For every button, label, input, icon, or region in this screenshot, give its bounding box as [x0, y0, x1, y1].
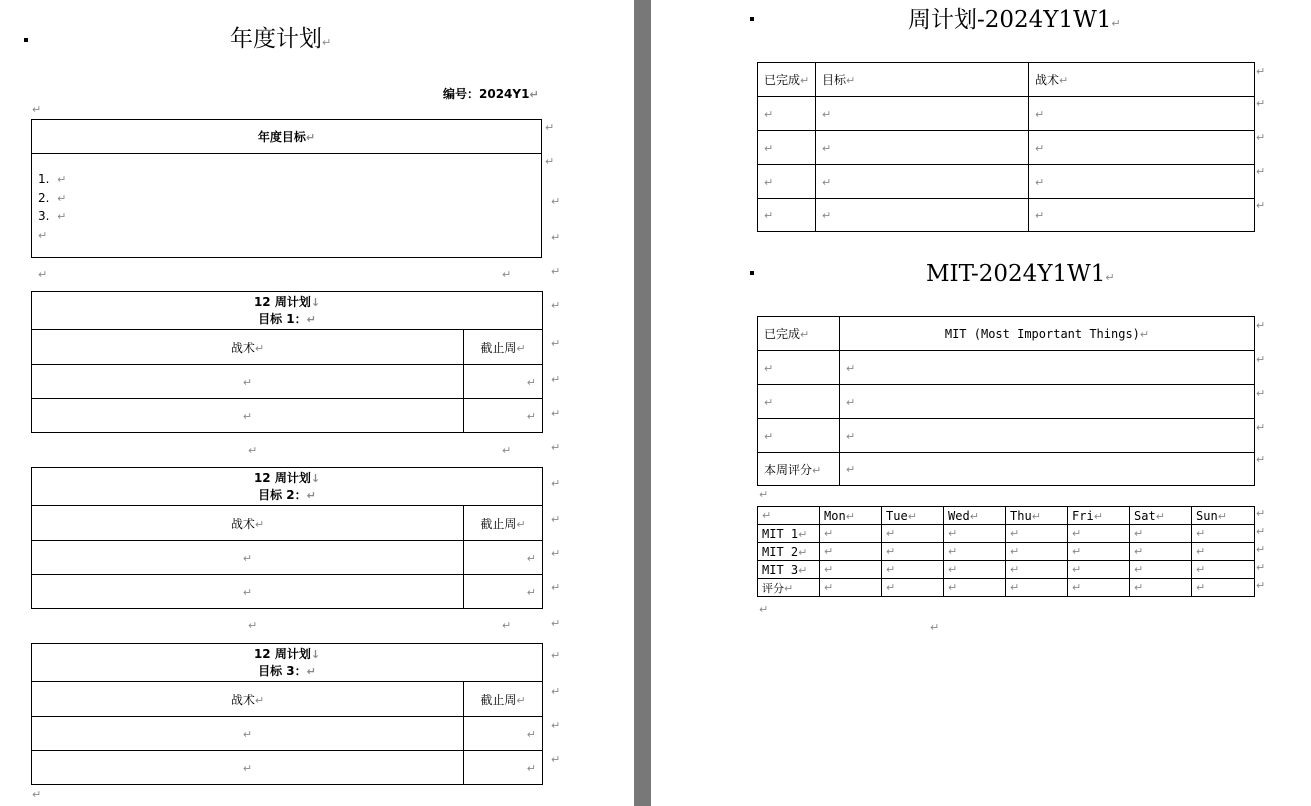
day-cell[interactable]: ↵ — [1006, 525, 1068, 543]
paragraph-mark: ↵ — [32, 103, 42, 116]
tactic-column-header[interactable]: 战术↵ — [1029, 63, 1255, 97]
goal-item-empty[interactable]: ↵ — [38, 228, 48, 242]
done-cell[interactable]: ↵ — [758, 419, 840, 453]
day-header[interactable]: Wed↵ — [944, 507, 1006, 525]
tactic-cell[interactable]: ↵ — [1029, 97, 1255, 131]
row-end-mark: ↵ — [1256, 453, 1266, 466]
row-end-mark: ↵ — [545, 121, 555, 134]
paragraph-mark: ↵ — [502, 619, 512, 632]
day-cell[interactable]: ↵ — [1006, 543, 1068, 561]
row-label[interactable]: 评分↵ — [758, 579, 820, 597]
tactic-cell[interactable]: ↵ — [32, 575, 464, 609]
row-end-mark: ↵ — [1256, 199, 1266, 212]
day-cell[interactable]: ↵ — [1006, 561, 1068, 579]
bullet-marker — [24, 38, 28, 42]
mit-cell[interactable]: ↵ — [840, 385, 1255, 419]
day-cell[interactable]: ↵ — [1192, 525, 1255, 543]
paragraph-mark: ↵ — [930, 621, 940, 634]
daily-mit-table — [757, 506, 1255, 597]
row-label[interactable]: MIT 2↵ — [758, 543, 820, 561]
goal-column-header[interactable]: 目标↵ — [816, 63, 1029, 97]
weekly-score-label[interactable]: 本周评分↵ — [758, 453, 840, 486]
day-cell[interactable]: ↵ — [944, 543, 1006, 561]
deadline-cell[interactable]: ↵ — [464, 399, 543, 433]
day-cell[interactable]: ↵ — [1192, 543, 1255, 561]
day-cell[interactable]: ↵ — [1130, 579, 1192, 597]
mit-cell[interactable]: ↵ — [840, 351, 1255, 385]
deadline-column-header[interactable]: 截止周↵ — [464, 330, 543, 365]
row-end-mark: ↵ — [551, 477, 561, 490]
done-column-header[interactable]: 已完成↵ — [758, 63, 816, 97]
day-cell[interactable]: ↵ — [1068, 579, 1130, 597]
row-end-mark: ↵ — [551, 719, 561, 732]
row-end-mark: ↵ — [1256, 131, 1266, 144]
day-cell[interactable]: ↵ — [1192, 579, 1255, 597]
twelve-week-plan-table-1 — [31, 291, 543, 433]
day-cell[interactable]: ↵ — [1006, 579, 1068, 597]
row-end-mark: ↵ — [551, 685, 561, 698]
tactic-cell[interactable]: ↵ — [32, 365, 464, 399]
row-end-mark: ↵ — [1256, 543, 1266, 556]
row-end-mark: ↵ — [551, 513, 561, 526]
row-end-mark: ↵ — [551, 617, 561, 630]
paragraph-mark: ↵ — [759, 488, 769, 501]
row-end-mark: ↵ — [1256, 353, 1266, 366]
bullet-marker — [750, 271, 754, 275]
paragraph-mark: ↵ — [759, 603, 769, 616]
day-cell[interactable]: ↵ — [882, 561, 944, 579]
day-cell[interactable]: ↵ — [1068, 543, 1130, 561]
tactic-cell[interactable]: ↵ — [32, 399, 464, 433]
day-cell[interactable]: ↵ — [820, 543, 882, 561]
deadline-cell[interactable]: ↵ — [464, 751, 543, 785]
day-cell[interactable]: ↵ — [1068, 561, 1130, 579]
tactic-column-header[interactable]: 战术↵ — [32, 682, 464, 717]
row-end-mark: ↵ — [551, 265, 561, 278]
plan-header[interactable]: 12 周计划↓ 目标 2：↵ — [32, 468, 543, 506]
day-cell[interactable]: ↵ — [820, 525, 882, 543]
row-end-mark: ↵ — [551, 581, 561, 594]
day-header[interactable]: Sun↵ — [1192, 507, 1255, 525]
annual-goals-body[interactable] — [32, 154, 542, 258]
row-end-mark: ↵ — [1256, 507, 1266, 520]
annual-goals-header[interactable]: 年度目标↵ — [32, 120, 542, 154]
paragraph-mark: ↵ — [248, 444, 258, 457]
day-header[interactable]: Sat↵ — [1130, 507, 1192, 525]
weekly-plan-table — [757, 62, 1255, 232]
day-cell[interactable]: ↵ — [1068, 525, 1130, 543]
annual-goals-table — [31, 119, 542, 258]
row-end-mark: ↵ — [1256, 387, 1266, 400]
row-end-mark: ↵ — [551, 753, 561, 766]
mit-table — [757, 316, 1255, 486]
weekly-plan-title[interactable]: 周计划-2024Y1W1↵ — [908, 7, 1121, 33]
row-end-mark: ↵ — [1256, 421, 1266, 434]
paragraph-mark: ↵ — [502, 268, 512, 281]
paragraph-mark: ↵ — [248, 619, 258, 632]
paragraph-mark: ↵ — [32, 788, 42, 801]
row-end-mark: ↵ — [551, 649, 561, 662]
deadline-cell[interactable]: ↵ — [464, 541, 543, 575]
done-cell[interactable]: ↵ — [758, 351, 840, 385]
deadline-column-header[interactable]: 截止周↵ — [464, 506, 543, 541]
day-cell[interactable]: ↵ — [882, 543, 944, 561]
done-cell[interactable]: ↵ — [758, 199, 816, 232]
done-cell[interactable]: ↵ — [758, 165, 816, 199]
goal-cell[interactable]: ↵ — [816, 131, 1029, 165]
day-cell[interactable]: ↵ — [1192, 561, 1255, 579]
deadline-column-header[interactable]: 截止周↵ — [464, 682, 543, 717]
paragraph-mark: ↵ — [502, 444, 512, 457]
mit-column-header[interactable]: MIT (Most Important Things)↵ — [840, 317, 1255, 351]
twelve-week-plan-table-3 — [31, 643, 543, 785]
tactic-cell[interactable]: ↵ — [1029, 199, 1255, 232]
day-header[interactable]: Mon↵ — [820, 507, 882, 525]
deadline-cell[interactable]: ↵ — [464, 717, 543, 751]
day-cell[interactable]: ↵ — [820, 561, 882, 579]
row-end-mark: ↵ — [1256, 319, 1266, 332]
row-end-mark: ↵ — [551, 231, 561, 244]
mit-cell[interactable]: ↵ — [840, 419, 1255, 453]
row-end-marks — [1256, 62, 1270, 602]
goal-item[interactable]: 2. ↵ — [38, 190, 67, 205]
done-cell[interactable]: ↵ — [758, 131, 816, 165]
tactic-cell[interactable]: ↵ — [32, 541, 464, 575]
tactic-cell[interactable]: ↵ — [32, 717, 464, 751]
tactic-cell[interactable]: ↵ — [1029, 165, 1255, 199]
row-end-mark: ↵ — [551, 373, 561, 386]
paragraph-mark: ↵ — [38, 268, 48, 281]
row-end-mark: ↵ — [545, 155, 555, 168]
row-end-mark: ↵ — [1256, 561, 1266, 574]
bullet-marker — [750, 17, 754, 21]
row-label[interactable]: MIT 3↵ — [758, 561, 820, 579]
page-gutter — [634, 0, 651, 806]
row-end-mark: ↵ — [1256, 165, 1266, 178]
tactic-column-header[interactable]: 战术↵ — [32, 330, 464, 365]
tactic-cell[interactable]: ↵ — [1029, 131, 1255, 165]
done-cell[interactable]: ↵ — [758, 97, 816, 131]
day-cell[interactable]: ↵ — [944, 561, 1006, 579]
row-end-mark: ↵ — [1256, 97, 1266, 110]
day-cell[interactable]: ↵ — [820, 579, 882, 597]
day-cell[interactable]: ↵ — [944, 579, 1006, 597]
day-header[interactable]: Tue↵ — [882, 507, 944, 525]
day-cell[interactable]: ↵ — [1130, 543, 1192, 561]
day-cell[interactable]: ↵ — [1130, 525, 1192, 543]
plan-header[interactable]: 12 周计划↓ 目标 1：↵ — [32, 292, 543, 330]
row-end-mark: ↵ — [1256, 525, 1266, 538]
day-cell[interactable]: ↵ — [882, 525, 944, 543]
mit-title[interactable]: MIT-2024Y1W1↵ — [926, 261, 1115, 287]
day-cell[interactable]: ↵ — [882, 579, 944, 597]
goal-cell[interactable]: ↵ — [816, 165, 1029, 199]
weekly-score-cell[interactable]: ↵ — [840, 453, 1255, 486]
row-end-mark: ↵ — [551, 337, 561, 350]
annual-goals-list — [38, 170, 535, 244]
row-end-mark: ↵ — [1256, 65, 1266, 78]
twelve-week-plan-table-2 — [31, 467, 543, 609]
goal-item[interactable]: 3. ↵ — [38, 209, 67, 223]
row-end-marks — [545, 120, 571, 780]
done-cell[interactable]: ↵ — [758, 385, 840, 419]
deadline-cell[interactable]: ↵ — [464, 365, 543, 399]
day-cell[interactable]: ↵ — [944, 525, 1006, 543]
annual-plan-title[interactable]: 年度计划↵ — [230, 26, 332, 52]
day-cell[interactable]: ↵ — [1130, 561, 1192, 579]
row-end-mark: ↵ — [551, 547, 561, 560]
tactic-column-header[interactable]: 战术↵ — [32, 506, 464, 541]
row-end-mark: ↵ — [551, 195, 561, 208]
row-end-mark: ↵ — [551, 441, 561, 454]
row-end-mark: ↵ — [1256, 579, 1266, 592]
goal-item[interactable]: 1. ↵ — [38, 172, 67, 186]
row-end-mark: ↵ — [551, 407, 561, 420]
day-header[interactable]: Thu↵ — [1006, 507, 1068, 525]
day-header[interactable]: Fri↵ — [1068, 507, 1130, 525]
tactic-cell[interactable]: ↵ — [32, 751, 464, 785]
row-label[interactable]: MIT 1↵ — [758, 525, 820, 543]
row-end-mark: ↵ — [551, 299, 561, 312]
plan-header[interactable]: 12 周计划↓ 目标 3：↵ — [32, 644, 543, 682]
corner-cell[interactable]: ↵ — [758, 507, 820, 525]
goal-cell[interactable]: ↵ — [816, 199, 1029, 232]
serial-number[interactable]: 编号：2024Y1↵ — [443, 87, 539, 101]
deadline-cell[interactable]: ↵ — [464, 575, 543, 609]
goal-cell[interactable]: ↵ — [816, 97, 1029, 131]
done-column-header[interactable]: 已完成↵ — [758, 317, 840, 351]
